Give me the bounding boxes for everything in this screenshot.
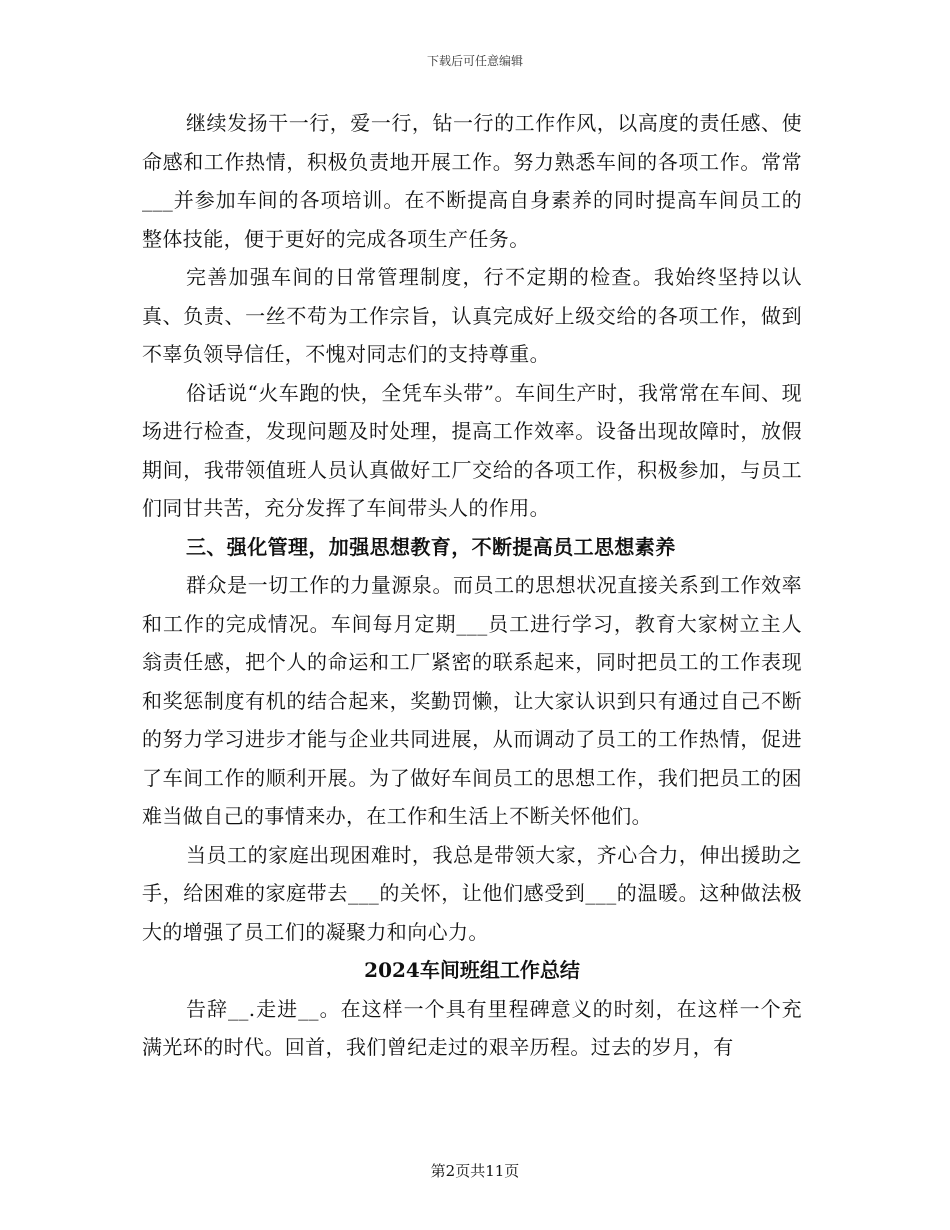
document-body [142, 104, 802, 1067]
document-title: 2024车间班组工作总结 [364, 958, 580, 982]
paragraph: 当员工的家庭出现困难时，我总是带领大家，齐心合力，伸出援助之手，给困难的家庭带去___的关怀，让他们感受到___的温暖。这种做法极大的增强了员工们的凝聚力和向心力。 [142, 842, 802, 944]
paragraph: 继续发扬干一行，爱一行，钻一行的工作作风，以高度的责任感、使命感和工作热情，积极负责地开展工作。努力熟悉车间的各项工作。常常___并参加车间的各项培训。在不断提高自身素养的同时提高车间员工的整体技能，便于更好的完成各项生产任务。 [142, 111, 802, 251]
paragraph: 俗话说“火车跑的快，全凭车头带”。车间生产时，我常常在车间、现场进行检查，发现问题及时处理，提高工作效率。设备出现故障时，放假期间，我带领值班人员认真做好工厂交给的各项工作，积极参加，与员工们同甘共苦，充分发挥了车间带头人的作用。 [142, 380, 802, 520]
page-number: 第2页共11页 [430, 1162, 520, 1180]
paragraph: 告辞__.走进__。在这样一个具有里程碑意义的时刻，在这样一个充满光环的时代。回首，我们曾纪走过的艰辛历程。过去的岁月，有 [142, 996, 802, 1059]
section-heading: 三、强化管理，加强思想教育，不断提高员工思想素养 [186, 534, 676, 559]
paragraph: 群众是一切工作的力量源泉。而员工的思想状况直接关系到工作效率和工作的完成情况。车间每月定期___员工进行学习，教育大家树立主人翁责任感，把个人的命运和工厂紧密的联系起来，同时把员工的工作表现和奖惩制度有机的结合起来，奖勤罚懒，让大家认识到只有通过自己不断的努力学习进步才能与企业共同进展，从而调动了员工的工作热情，促进了车间工作的顺利开展。为了做好车间员工的思想工作，我们把员工的困难当做自己的事情来办，在工作和生活上不断关怀他们。 [142, 573, 802, 828]
page-header-note: 下载后可任意编辑 [426, 54, 523, 68]
paragraph: 完善加强车间的日常管理制度，行不定期的检查。我始终坚持以认真、负责、一丝不苟为工作宗旨，认真完成好上级交给的各项工作，做到不辜负领导信任，不愧对同志们的支持尊重。 [142, 265, 802, 366]
